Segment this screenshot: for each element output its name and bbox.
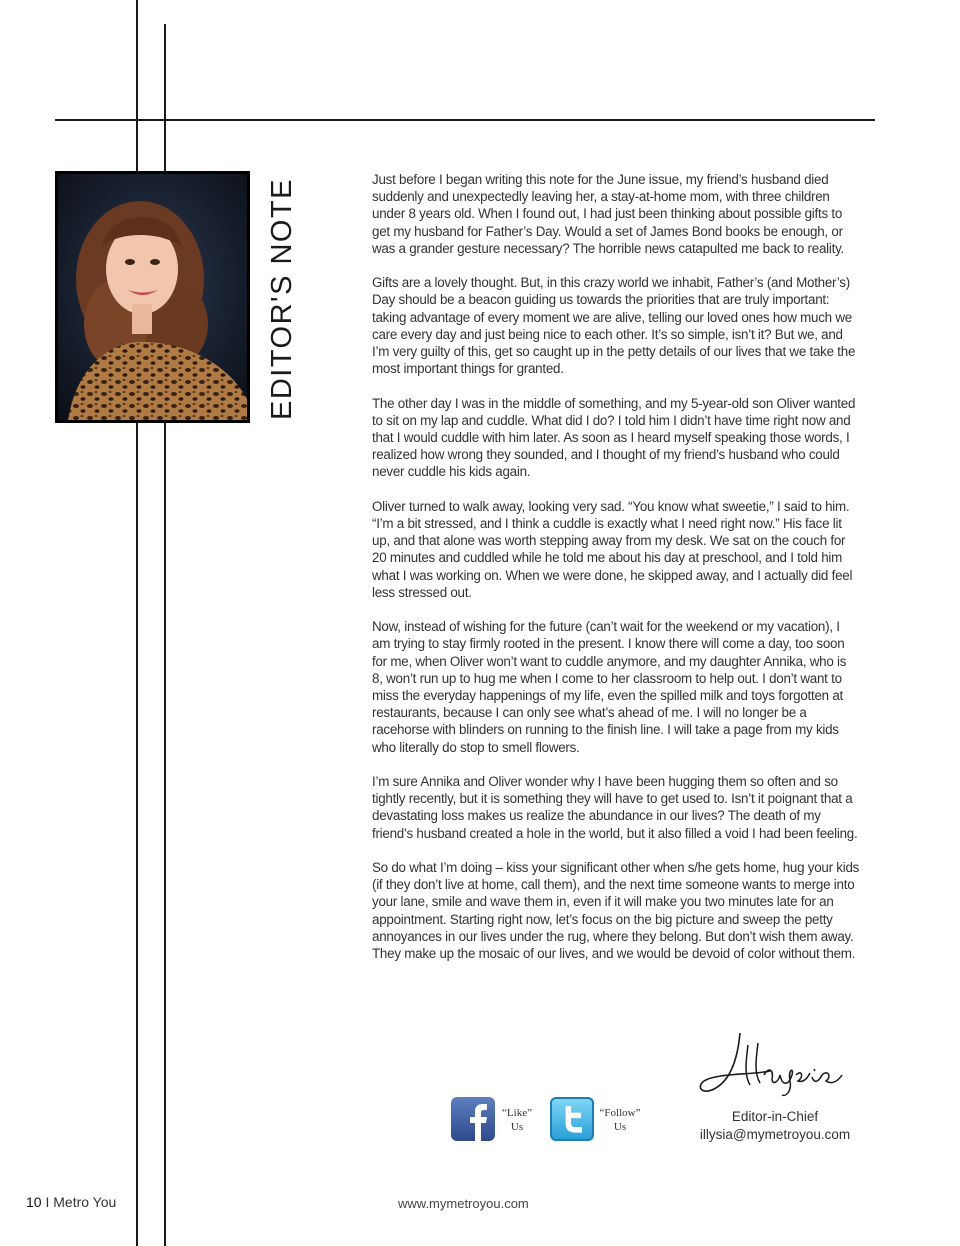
signature-image <box>692 1025 852 1100</box>
signature-role: Editor-in-Chief <box>731 1109 819 1124</box>
page-footer-left <box>26 1194 116 1210</box>
website-link[interactable]: www.mymetroyou.com <box>398 1196 529 1211</box>
article-body <box>372 171 860 979</box>
magazine-name: Metro You <box>53 1194 117 1210</box>
facebook-like-label: “Like” <box>502 1107 532 1119</box>
twitter-us-label: Us <box>613 1121 627 1133</box>
paragraph: I’m sure Annika and Oliver wonder why I have been hugging them so often and so tightly recently, but it is something they will have to get used to. Isn’t it poignant that a devastating loss makes us realize the abundance in our lives? The death of my friend’s husband created a hole in the world, but it also filled a void I had been feeling. <box>372 774 858 841</box>
paragraph: Now, instead of wishing for the future (can’t wait for the weekend or my vacation), I am trying to stay firmly rooted in the present. I know there will come a day, too soon for me, when Oliver won’t want to cuddle anymore, and my daughter Annika, who is 8, won’t run up to hug me when I come to her classroom to help out. I don’t want to miss the everyday happenings of my life, even the spilled milk and toys forgotten at restaurants, because I can only see what’s ahead of me. I will no longer be a racehorse with blinders on running to the finish line. I will take a page from my kids who literally do stop to smell flowers. <box>372 619 847 755</box>
editor-photo <box>55 171 250 423</box>
twitter-follow-label: “Follow” <box>599 1107 641 1119</box>
page-number: 10 <box>26 1194 42 1210</box>
twitter-icon[interactable] <box>550 1097 594 1141</box>
paragraph: The other day I was in the middle of something, and my 5-year-old son Oliver wanted to sit on my lap and cuddle. What did I do? I told him I didn’t have time right now and that I would cuddle with him later. As soon as I heard myself speaking those words, I realized how wrong they sounded, and I thought of my friend’s husband who could never cuddle his kids again. <box>372 395 856 480</box>
paragraph: Gifts are a lovely thought. But, in this crazy world we inhabit, Father’s (and Mother’s) Day should be a beacon guiding us towards the priorities that are truly important: taking advantage of every moment we are alive, telling our loved ones how much we care every day and just being nice to each other. It’s so simple, isn’t it? But we, and I’m very guilty of this, get so caught up in the petty details of our lives that we take the most important things for granted. <box>372 275 856 377</box>
page-title: EDITOR'S NOTE <box>266 177 298 420</box>
paragraph: Just before I began writing this note for the June issue, my friend’s husband died suddenly and unexpectedly leaving her, a stay-at-home mom, with three children under 8 years old. When I found out, I had just been thinking about possible gifts to get my husband for Father’s Day. Would a set of James Bond books be enough, or was a grander gesture necessary? The horrible news catapulted me back to reality. <box>372 172 844 256</box>
paragraph: Oliver turned to walk away, looking very sad. “You know what sweetie,” I said to him. “I’m a bit stressed, and I think a cuddle is exactly what I need right now.” His face lit up, and that alone was worth stepping away from my desk. We sat on the couch for 20 minutes and cuddled while he told me about his day at preschool, and I told him what I was working on. When we were done, he skipped away, and I actually did feel less stressed out. <box>372 498 853 600</box>
paragraph: So do what I’m doing – kiss your significant other when s/he gets home, hug your kids (if they don’t live at home, call them), and the next time someone wants to merge into your lane, smile and wave them in, even if it will make you two minutes late for an appointment. Starting right now, let’s focus on the big picture and sweep the petty annoyances in our lives under the rug, where they belong. But don’t wish them away. They make up the mosaic of our lives, and we would be devoid of color without them. <box>372 860 860 962</box>
facebook-icon[interactable] <box>451 1097 495 1141</box>
footer-separator: I <box>45 1194 50 1210</box>
horizontal-rule <box>55 119 875 121</box>
signature-email[interactable]: illysia@mymetroyou.com <box>699 1127 851 1142</box>
facebook-us-label: Us <box>510 1121 524 1133</box>
